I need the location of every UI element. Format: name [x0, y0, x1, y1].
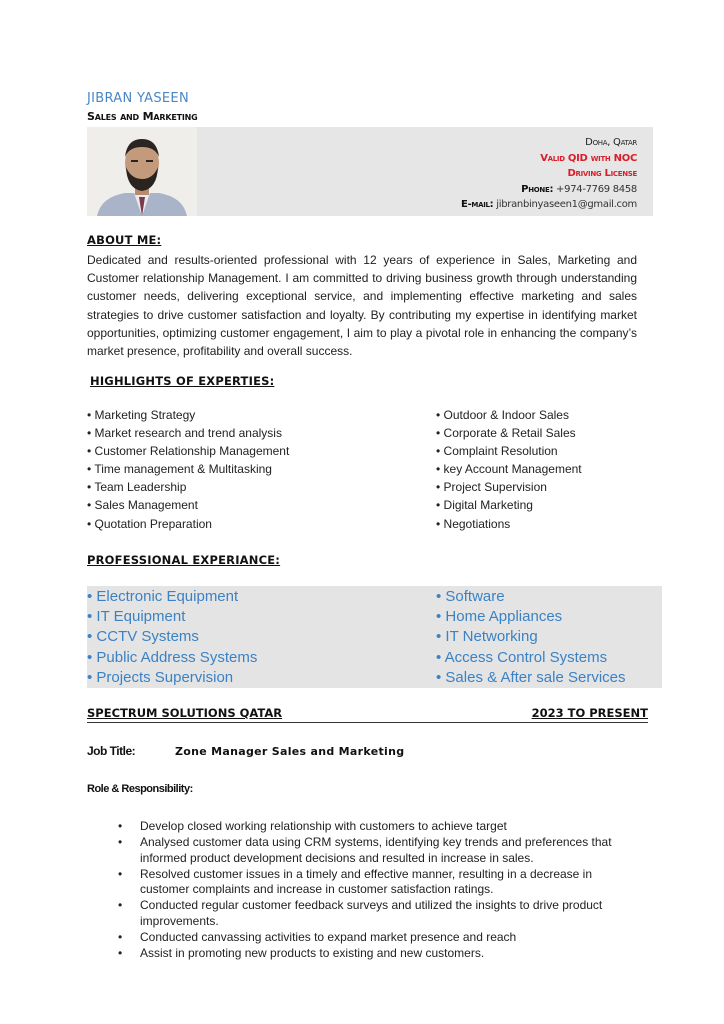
skill-item: • Digital Marketing	[436, 496, 582, 514]
experience-item: • Projects Supervision	[87, 668, 257, 688]
person-portrait-icon	[87, 127, 197, 216]
responsibility-item: • Conducted canvassing activities to expand market presence and reach	[118, 930, 633, 946]
responsibility-item: • Assist in promoting new products to existing and new customers.	[118, 946, 633, 962]
location: Doha, Qatar	[585, 137, 637, 148]
skill-item: • Sales Management	[87, 496, 289, 514]
qid-status: Valid QID with NOC	[540, 152, 637, 164]
experience-item: • Sales & After sale Services	[436, 668, 626, 688]
skill-item: • Outdoor & Indoor Sales	[436, 406, 582, 424]
phone-number: +974-7769 8458	[556, 183, 637, 195]
contact-details	[461, 135, 637, 213]
responsibility-item: • Analysed customer data using CRM systems, identifying key trends and preferences that informed product development decisions and resulted in increase in sales.	[118, 835, 633, 866]
profile-photo	[87, 127, 197, 216]
skill-item: • Marketing Strategy	[87, 406, 289, 424]
experience-item: • Software	[436, 587, 626, 607]
skill-item: • Complaint Resolution	[436, 442, 582, 460]
highlights-heading: HIGHLIGHTS OF EXPERTIES:	[90, 374, 275, 388]
company-name: SPECTRUM SOLUTIONS QATAR	[87, 706, 283, 720]
skill-item: • Market research and trend analysis	[87, 424, 289, 442]
skill-item: • Customer Relationship Management	[87, 442, 289, 460]
email-label: E-mail:	[461, 199, 494, 211]
experience-item: • IT Equipment	[87, 607, 257, 627]
experience-item: • Electronic Equipment	[87, 587, 257, 607]
experience-item: • CCTV Systems	[87, 627, 257, 647]
experience-item: • Public Address Systems	[87, 648, 257, 668]
experience-left-list	[87, 587, 257, 688]
highlights-right-list	[436, 406, 582, 533]
phone-row	[461, 182, 637, 198]
skill-item: • Team Leadership	[87, 478, 289, 496]
experience-heading: PROFESSIONAL EXPERIANCE:	[87, 553, 281, 567]
candidate-role: Sales and Marketing	[87, 110, 198, 123]
experience-item: • Home Appliances	[436, 607, 626, 627]
candidate-name: JIBRAN YASEEN	[87, 91, 189, 106]
driving-license: Driving License	[567, 168, 637, 180]
skill-item: • Corporate & Retail Sales	[436, 424, 582, 442]
skill-item: • Quotation Preparation	[87, 515, 289, 533]
email-address[interactable]: jibranbinyaseen1@gmail.com	[496, 199, 637, 211]
responsibility-item: • Resolved customer issues in a timely and effective manner, resulting in a decrease in customer complaints and increase in customer satisfaction ratings.	[118, 867, 633, 898]
experience-item: • Access Control Systems	[436, 648, 626, 668]
contact-header-box	[87, 127, 653, 216]
skill-item: • Project Supervision	[436, 478, 582, 496]
job-title: Zone Manager Sales and Marketing	[175, 745, 405, 758]
experience-box	[87, 586, 662, 688]
job-period: 2023 TO PRESENT	[531, 706, 648, 720]
job-title-label: Job Title:	[87, 744, 136, 758]
responsibility-label: Role & Responsibility:	[87, 783, 193, 795]
experience-item: • IT Networking	[436, 627, 626, 647]
email-row	[461, 197, 637, 213]
responsibility-item: • Conducted regular customer feedback surveys and utilized the insights to drive product improvements.	[118, 898, 633, 929]
responsibility-list	[118, 819, 633, 962]
skill-item: • key Account Management	[436, 460, 582, 478]
phone-label: Phone:	[521, 183, 554, 195]
skill-item: • Negotiations	[436, 515, 582, 533]
experience-right-list	[436, 587, 626, 688]
about-heading: ABOUT ME:	[87, 233, 162, 247]
responsibility-item: • Develop closed working relationship with customers to achieve target	[118, 819, 633, 835]
highlights-left-list	[87, 406, 289, 533]
skill-item: • Time management & Multitasking	[87, 460, 289, 478]
about-text: Dedicated and results-oriented professional with 12 years of experience in Sales, Marketing and Customer relationship Management. I am committed to driving business growth through understanding customer needs, delivering exceptional service, and implementing effective marketing and sales strategies to drive customer satisfaction and loyalty. By contributing my expertise in identifying market opportunities, optimizing customer engagement, I aim to play a pivotal role in enhancing the company’s market presence, profitability and overall success.	[87, 253, 637, 359]
company-row	[87, 706, 648, 723]
